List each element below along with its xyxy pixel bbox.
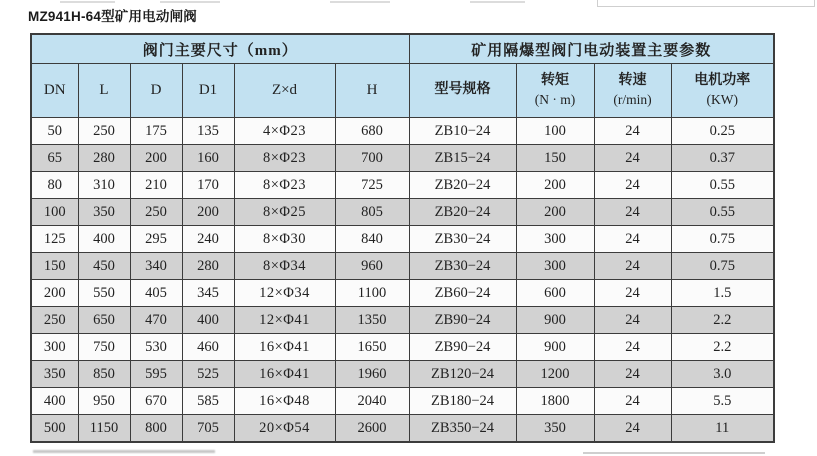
- cell-speed: 24: [594, 118, 671, 145]
- cell-d: 295: [130, 226, 182, 253]
- cell-dn: 65: [31, 145, 78, 172]
- cell-model: ZB15−24: [409, 145, 516, 172]
- cell-zxd: 12×Φ41: [234, 307, 335, 334]
- cell-zxd: 16×Φ41: [234, 334, 335, 361]
- table-row: [31, 361, 774, 388]
- cell-speed: 24: [594, 172, 671, 199]
- cell-d1: 460: [182, 334, 234, 361]
- cell-dn: 400: [31, 388, 78, 415]
- cell-model: ZB90−24: [409, 334, 516, 361]
- cell-d: 595: [130, 361, 182, 388]
- cell-l: 280: [78, 145, 130, 172]
- cell-dn: 150: [31, 253, 78, 280]
- table-row: [31, 415, 774, 443]
- group-header-row: [31, 34, 774, 64]
- cell-dn: 300: [31, 334, 78, 361]
- column-header-power: 电机功率 (KW): [671, 64, 774, 118]
- cell-dn: 80: [31, 172, 78, 199]
- valve-spec-table: [30, 33, 775, 443]
- cell-h: 1960: [335, 361, 409, 388]
- cell-torque: 600: [516, 280, 594, 307]
- cell-power: 0.75: [671, 226, 774, 253]
- cell-power: 2.2: [671, 334, 774, 361]
- cell-dn: 200: [31, 280, 78, 307]
- cell-model: ZB60−24: [409, 280, 516, 307]
- cell-torque: 350: [516, 415, 594, 443]
- cell-h: 1100: [335, 280, 409, 307]
- cropped-content-bottom-left: [33, 450, 215, 453]
- table-row: [31, 388, 774, 415]
- cell-zxd: 8×Φ25: [234, 199, 335, 226]
- table-row: [31, 199, 774, 226]
- cell-zxd: 8×Φ34: [234, 253, 335, 280]
- cell-zxd: 16×Φ48: [234, 388, 335, 415]
- cell-l: 1150: [78, 415, 130, 443]
- cell-d: 405: [130, 280, 182, 307]
- cell-dn: 350: [31, 361, 78, 388]
- cell-d1: 170: [182, 172, 234, 199]
- cell-model: ZB20−24: [409, 172, 516, 199]
- table-row: [31, 280, 774, 307]
- column-header-torque: 转矩 (N · m): [516, 64, 594, 118]
- cell-model: ZB10−24: [409, 118, 516, 145]
- cell-d: 200: [130, 145, 182, 172]
- cell-power: 0.37: [671, 145, 774, 172]
- cropped-content-bottom-right: [583, 452, 765, 454]
- cell-d: 530: [130, 334, 182, 361]
- cell-h: 2600: [335, 415, 409, 443]
- cell-dn: 100: [31, 199, 78, 226]
- cell-model: ZB120−24: [409, 361, 516, 388]
- cell-speed: 24: [594, 199, 671, 226]
- table-row: [31, 226, 774, 253]
- cell-d: 470: [130, 307, 182, 334]
- cell-power: 11: [671, 415, 774, 443]
- page-title: MZ941H-64型矿用电动闸阀: [28, 9, 197, 24]
- cell-d1: 160: [182, 145, 234, 172]
- cell-l: 250: [78, 118, 130, 145]
- cell-power: 0.75: [671, 253, 774, 280]
- table-row: [31, 307, 774, 334]
- cell-speed: 24: [594, 145, 671, 172]
- cell-d1: 135: [182, 118, 234, 145]
- table-row: [31, 334, 774, 361]
- table-row: [31, 253, 774, 280]
- cell-l: 750: [78, 334, 130, 361]
- cell-l: 850: [78, 361, 130, 388]
- cell-h: 1350: [335, 307, 409, 334]
- cell-d: 210: [130, 172, 182, 199]
- cell-h: 700: [335, 145, 409, 172]
- cell-speed: 24: [594, 307, 671, 334]
- cell-torque: 200: [516, 172, 594, 199]
- cell-power: 0.55: [671, 199, 774, 226]
- cell-speed: 24: [594, 280, 671, 307]
- column-header-dn: DN: [31, 64, 78, 118]
- column-header-l: L: [78, 64, 130, 118]
- cell-d1: 345: [182, 280, 234, 307]
- cell-d: 250: [130, 199, 182, 226]
- cell-h: 1650: [335, 334, 409, 361]
- table-header: [31, 34, 774, 118]
- table-row: [31, 145, 774, 172]
- cell-l: 950: [78, 388, 130, 415]
- cell-model: ZB180−24: [409, 388, 516, 415]
- cell-l: 310: [78, 172, 130, 199]
- cell-zxd: 20×Φ54: [234, 415, 335, 443]
- cell-h: 725: [335, 172, 409, 199]
- cell-dn: 250: [31, 307, 78, 334]
- cell-power: 5.5: [671, 388, 774, 415]
- cropped-content-top-dash: [470, 1, 525, 3]
- cell-speed: 24: [594, 226, 671, 253]
- cell-torque: 900: [516, 334, 594, 361]
- cell-power: 1.5: [671, 280, 774, 307]
- cell-h: 2040: [335, 388, 409, 415]
- cell-power: 2.2: [671, 307, 774, 334]
- cell-l: 450: [78, 253, 130, 280]
- cell-h: 960: [335, 253, 409, 280]
- cell-speed: 24: [594, 334, 671, 361]
- cell-zxd: 12×Φ34: [234, 280, 335, 307]
- cell-torque: 300: [516, 253, 594, 280]
- cell-model: ZB30−24: [409, 253, 516, 280]
- cell-d1: 585: [182, 388, 234, 415]
- column-header-d1: D1: [182, 64, 234, 118]
- cell-dn: 500: [31, 415, 78, 443]
- cell-l: 350: [78, 199, 130, 226]
- table-row: [31, 118, 774, 145]
- column-header-model: 型号规格: [409, 64, 516, 118]
- cell-speed: 24: [594, 415, 671, 443]
- group-header-1: 矿用隔爆型阀门电动装置主要参数: [409, 34, 774, 64]
- cell-l: 650: [78, 307, 130, 334]
- table-body: [31, 118, 774, 443]
- cell-d1: 525: [182, 361, 234, 388]
- cropped-element-top-right: [597, 0, 815, 7]
- cell-h: 680: [335, 118, 409, 145]
- cell-d1: 240: [182, 226, 234, 253]
- cell-d1: 400: [182, 307, 234, 334]
- cell-model: ZB350−24: [409, 415, 516, 443]
- cell-power: 0.55: [671, 172, 774, 199]
- column-header-row: [31, 64, 774, 118]
- cell-speed: 24: [594, 253, 671, 280]
- cell-d: 800: [130, 415, 182, 443]
- cell-l: 400: [78, 226, 130, 253]
- cell-torque: 150: [516, 145, 594, 172]
- cell-torque: 300: [516, 226, 594, 253]
- cell-zxd: 8×Φ23: [234, 172, 335, 199]
- cell-torque: 100: [516, 118, 594, 145]
- column-header-h: H: [335, 64, 409, 118]
- column-header-zxd: Z×d: [234, 64, 335, 118]
- cell-zxd: 8×Φ30: [234, 226, 335, 253]
- column-header-d: D: [130, 64, 182, 118]
- cell-d1: 705: [182, 415, 234, 443]
- cell-d1: 280: [182, 253, 234, 280]
- cell-dn: 125: [31, 226, 78, 253]
- cell-dn: 50: [31, 118, 78, 145]
- cell-d: 340: [130, 253, 182, 280]
- cell-zxd: 4×Φ23: [234, 118, 335, 145]
- cell-power: 3.0: [671, 361, 774, 388]
- cell-h: 805: [335, 199, 409, 226]
- cell-torque: 1200: [516, 361, 594, 388]
- cell-l: 550: [78, 280, 130, 307]
- group-header-0: 阀门主要尺寸（mm）: [31, 34, 409, 64]
- cropped-content-top-dash: [330, 1, 390, 3]
- cell-h: 840: [335, 226, 409, 253]
- table-row: [31, 172, 774, 199]
- cell-power: 0.25: [671, 118, 774, 145]
- cell-torque: 1800: [516, 388, 594, 415]
- cell-torque: 900: [516, 307, 594, 334]
- cropped-content-top-dash: [160, 1, 220, 3]
- cell-model: ZB20−24: [409, 199, 516, 226]
- cell-model: ZB90−24: [409, 307, 516, 334]
- column-header-speed: 转速 (r/min): [594, 64, 671, 118]
- cell-zxd: 16×Φ41: [234, 361, 335, 388]
- cell-d: 175: [130, 118, 182, 145]
- cell-zxd: 8×Φ23: [234, 145, 335, 172]
- cell-model: ZB30−24: [409, 226, 516, 253]
- cell-d1: 200: [182, 199, 234, 226]
- cell-d: 670: [130, 388, 182, 415]
- cell-speed: 24: [594, 361, 671, 388]
- cell-torque: 200: [516, 199, 594, 226]
- cell-speed: 24: [594, 388, 671, 415]
- cropped-content-top-dash: [60, 1, 115, 3]
